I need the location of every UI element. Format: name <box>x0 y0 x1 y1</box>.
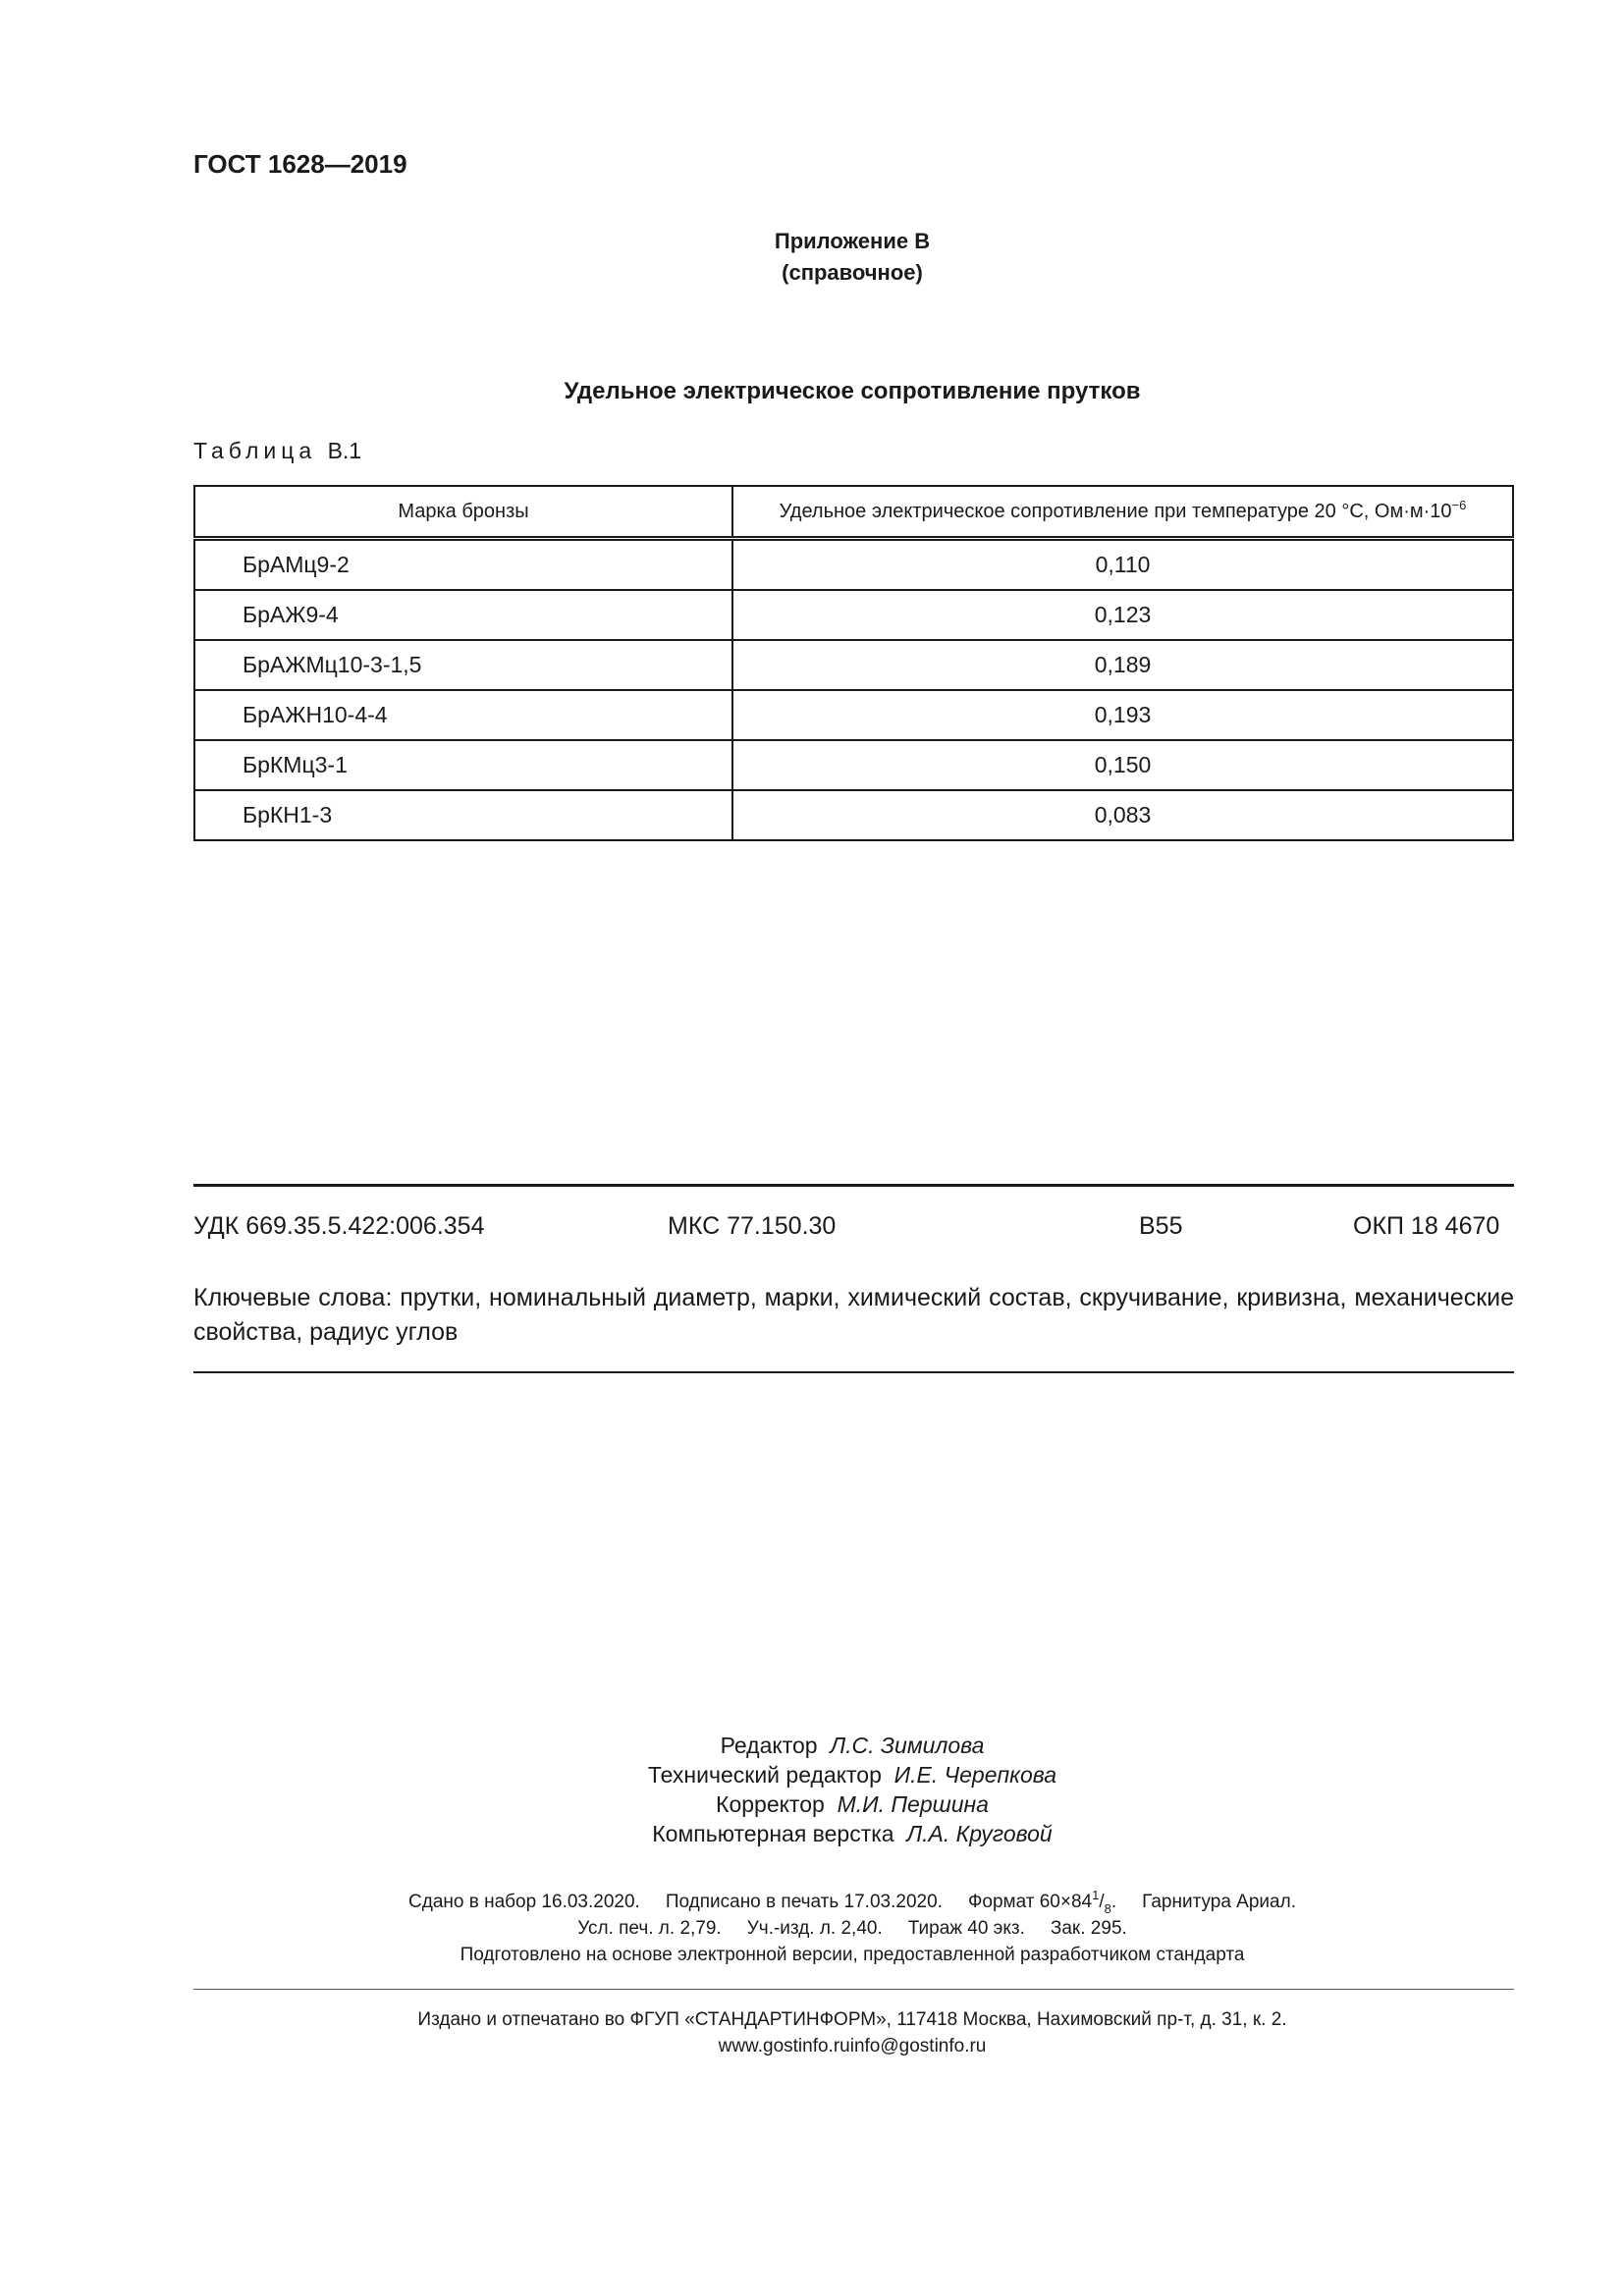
resistivity-table <box>193 485 1514 841</box>
table-row <box>194 590 1513 640</box>
imprint-line-2 <box>0 1915 1624 1942</box>
grade-cell: БрАМц9-2 <box>194 539 732 591</box>
font-info: Гарнитура Ариал. <box>1142 1892 1296 1912</box>
document-code: ГОСТ 1628—2019 <box>193 149 407 179</box>
mks-code: МКС 77.150.30 <box>668 1212 837 1240</box>
grade-cell: БрАЖН10-4-4 <box>194 690 732 740</box>
table-caption-word: Таблица <box>193 438 317 463</box>
value-cell: 0,083 <box>732 790 1513 840</box>
imprint-line-1 <box>0 1889 1624 1915</box>
paper-format: Формат $60\times 84^1/_8$. <box>967 1888 1117 1916</box>
okp-code: ОКП 18 4670 <box>1353 1212 1500 1240</box>
credit-line <box>0 1760 1624 1789</box>
keywords: Ключевые слова: прутки, номинальный диаметр, марки, химический состав, скручивание, кривизна, механические свойства, радиус углов <box>193 1284 1514 1346</box>
credit-role: Технический редактор <box>647 1762 882 1788</box>
grade-cell: БрАЖМц10-3-1,5 <box>194 640 732 690</box>
table-row <box>194 790 1513 840</box>
grade-cell: БрКМц3-1 <box>194 740 732 790</box>
credit-role: Компьютерная верстка <box>652 1821 894 1846</box>
order-number: Зак. 295. <box>1050 1918 1127 1939</box>
separator-top <box>193 1184 1514 1187</box>
publisher-block <box>0 2006 1624 2059</box>
table-header-row <box>194 486 1513 539</box>
table-caption-number: В.1 <box>327 438 362 463</box>
value-cell: 0,193 <box>732 690 1513 740</box>
value-cell: 0,123 <box>732 590 1513 640</box>
credit-name: Л.А. Круговой <box>906 1821 1053 1846</box>
credit-line <box>0 1731 1624 1760</box>
separator-keywords <box>193 1371 1514 1373</box>
credit-name: М.И. Першина <box>837 1791 989 1817</box>
imprint-note: Подготовлено на основе электронной версии, предоставленной разработчиком стандарта <box>460 1945 1245 1965</box>
section-title: Удельное электрическое сопротивление прутков <box>564 378 1141 404</box>
imprint-block <box>0 1889 1624 1968</box>
credit-name: И.Е. Черепкова <box>893 1762 1057 1788</box>
column-header-exponent: −6 <box>1451 497 1467 512</box>
appendix-title: Приложение В <box>774 229 931 253</box>
credit-line <box>0 1819 1624 1848</box>
column-header-resistivity <box>732 486 1513 539</box>
column-header-resistivity-text: Удельное электрическое сопротивление при температуре 20 °С, Ом·м·10 <box>779 500 1452 522</box>
website-link[interactable]: www.gostinfo.ru <box>718 2036 850 2056</box>
table-caption <box>193 438 361 464</box>
separator-bottom <box>193 1989 1514 1990</box>
group-code: В55 <box>1139 1212 1183 1240</box>
typeset-date: Сдано в набор 16.03.2020. <box>408 1892 640 1912</box>
email-link[interactable]: info@gostinfo.ru <box>849 2036 987 2056</box>
value-cell: 0,110 <box>732 539 1513 591</box>
publisher-contacts <box>0 2033 1624 2059</box>
credits-block <box>0 1731 1624 1848</box>
value-cell: 0,189 <box>732 640 1513 690</box>
credit-role: Редактор <box>720 1733 818 1758</box>
credit-name: Л.С. Зимилова <box>830 1733 985 1758</box>
appendix-type: (справочное) <box>782 260 923 285</box>
value-cell: 0,150 <box>732 740 1513 790</box>
grade-cell: БрАЖ9-4 <box>194 590 732 640</box>
udk-code: УДК 669.35.5.422:006.354 <box>193 1212 485 1240</box>
column-header-grade: Марка бронзы <box>194 486 732 539</box>
circulation: Тираж 40 экз. <box>907 1918 1025 1939</box>
table-row <box>194 640 1513 690</box>
table-row <box>194 690 1513 740</box>
table-row <box>194 539 1513 591</box>
print-sheets: Усл. печ. л. 2,79. <box>577 1918 722 1939</box>
credit-role: Корректор <box>716 1791 825 1817</box>
credit-line <box>0 1789 1624 1819</box>
publishing-sheets: Уч.-изд. л. 2,40. <box>746 1918 883 1939</box>
grade-cell: БрКН1-3 <box>194 790 732 840</box>
appendix-heading <box>0 226 1624 289</box>
publisher-line: Издано и отпечатано во ФГУП «СТАНДАРТИНФОРМ», 117418 Москва, Нахимовский пр-т, д. 31, к. 2. <box>417 2009 1287 2030</box>
table-row <box>194 740 1513 790</box>
signed-date: Подписано в печать 17.03.2020. <box>665 1892 943 1912</box>
